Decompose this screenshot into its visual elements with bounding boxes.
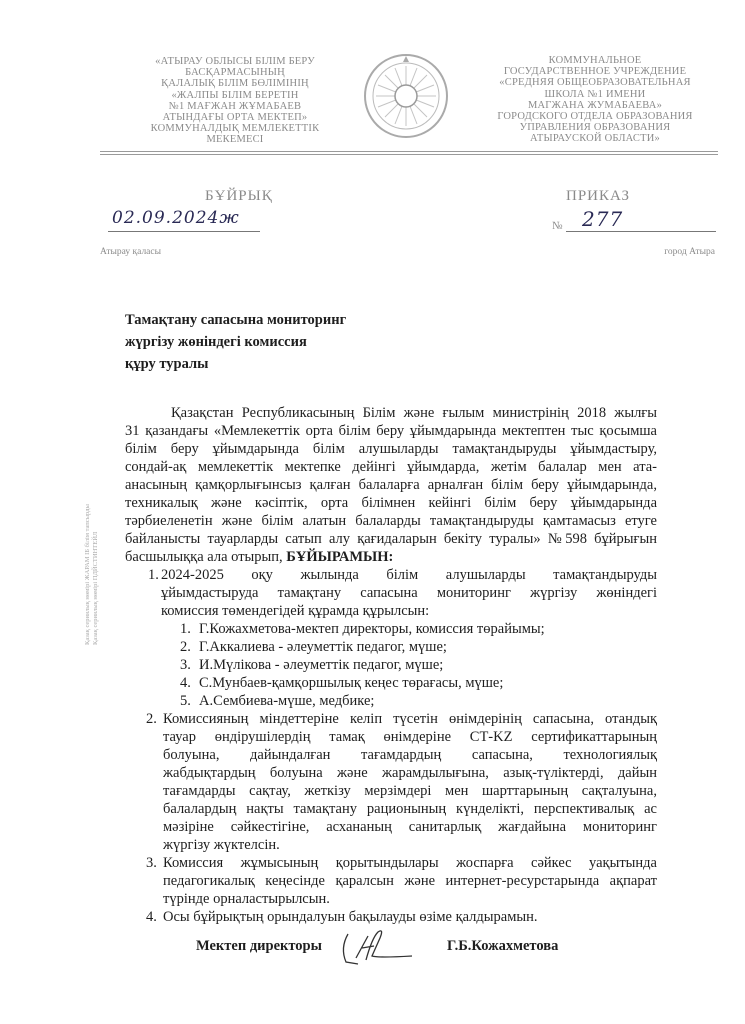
title-line: жүргізу жөніндегі комиссия [125,334,307,350]
header-line: «СРЕДНЯЯ ОБЩЕОБРАЗОВАТЕЛЬНАЯ [499,77,691,89]
header-line: ҚАЛАЛЫҚ БІЛІМ БӨЛІМІНІҢ [161,78,309,90]
commission-members-list [180,620,650,710]
item-line: 2024-2025 оқу жылында білім алушыларды тамақтандыруды [161,567,657,583]
side-stamp-note [84,385,100,645]
order-word: БҰЙЫРАМЫН: [286,549,394,565]
member-text: И.Мүлікова - әлеуметтік педагог, мүше; [199,657,444,673]
member-text: Г.Аккалиева - әлеуметтік педагог, мүше; [199,639,447,655]
item-line: балалардың нақты тамақтану рационының күнделікті, перспективалық ас [163,801,657,817]
document-title [125,309,346,375]
signatory-position: Мектеп директоры [196,938,322,954]
header-line: «ЖАЛПЫ БІЛІМ БЕРЕТІН [171,89,299,101]
member-number: 3. [180,657,191,673]
preamble-line: білім беру ұйымдарында білім алушыларды тамақтандыруды ұйымдастыру, [125,441,657,457]
item-line: Осы бұйрықтың орындалуын бақылауды өзіме қалдырамын. [163,909,538,925]
item-line: Комиссияның міндеттеріне келіп түсетін өнімдерінің сапасына, отандық [163,711,657,727]
member-item [180,620,650,638]
preamble-line: 31 қазандағы «Мемлекеттік орта білім беру ұйымдарында мектептен тыс қосымша [125,423,657,439]
member-item [180,692,650,710]
item-number: 4. [146,909,157,925]
preamble-line: техникалық және кәсіптік, орта білімнен кейінгі білім беру ұйымдарында [125,495,657,511]
header-line: ГОСУДАРСТВЕННОЕ УЧРЕЖДЕНИЕ [503,66,687,78]
side-note-line: Қазақ сериялық нөмірі ЖАРАМ ІБ білім тапсырды [84,504,91,645]
date-underline [108,231,260,232]
title-line: Тамақтану сапасына мониторинг [125,312,347,328]
order-title-ru: ПРИКАЗ [566,188,630,204]
preamble-line [125,548,657,566]
order-date: 02.09.2024ж [112,208,240,228]
header-line: МАГЖАНА ЖУМАБАЕВА» [527,99,663,111]
item-number: 2. [146,711,157,727]
header-line: ШКОЛА №1 ИМЕНИ [544,88,646,100]
item-line: тағамдарды сақтау, жеткізу мерзімдері мен шарттарының сақталуына, [163,783,657,799]
item-number: 1. [148,567,159,583]
item-line: педагогикалық кеңесінде қаралсын және интернет-ресурстарында ақпарат [163,873,657,889]
side-note-line: Қазақ сериялық нөмірі ПДЙСТИНТЕЙЛ [92,531,99,645]
member-item [180,656,650,674]
member-number: 5. [180,693,191,709]
header-line: УПРАВЛЕНИЯ ОБРАЗОВАНИЯ [519,122,671,134]
member-item [180,674,650,692]
header-line: ГОРОДСКОГО ОТДЕЛА ОБРАЗОВАНИЯ [497,111,693,123]
title-line: құру туралы [125,356,209,372]
item-line: жүргізу жүктелсін. [163,837,280,853]
header-line: КОММУНАЛЬНОЕ [548,55,642,66]
header-divider [100,151,718,152]
list-item [161,566,657,620]
header-line: БАСҚАРМАСЫНЫҢ [185,67,285,79]
member-number: 4. [180,675,191,691]
number-prefix: № [552,220,563,232]
item-line: комиссия төмендегідей құрамда құрылсын: [161,603,430,619]
item-line: болуына, дайындалған тағамдардың сапасына, технологиялық [163,747,657,763]
kazakhstan-state-emblem-icon [362,52,450,140]
preamble-line: байланысты тауарларды сатып алу қағидаларын бекіту туралы» №598 бұйрығын [125,531,657,547]
city-ru: город Атыра [664,247,715,257]
preamble-line: анасының қамқорлығынсыз қалған балаларға арналған білім беру ұйымдарында, [125,477,657,493]
item-line: жабдықтардың болуына және жарамдылығына, азық-түліктерді, дайын [163,765,657,781]
order-title-kz: БҰЙРЫҚ [205,188,273,204]
header-kazakh-institution [110,56,360,146]
item-line: тауар өндірушілердің тамақ өнімдеріне СТ-KZ сертификаттарының [163,729,657,745]
handwritten-signature-icon [338,926,418,970]
city-kz: Атырау қаласы [100,247,162,257]
header-russian-institution [470,55,720,145]
preamble-paragraph [125,404,657,566]
item-number: 3. [146,855,157,871]
member-number: 1. [180,621,191,637]
header-line: МЕКЕМЕСІ [206,134,264,146]
header-line: АТЫРАУСКОЙ ОБЛАСТИ» [530,133,660,145]
list-item [163,908,657,926]
item-line: ұйымдастыруда тамақтану сапасына мониторинг жүргізу жөніндегі [161,585,657,601]
signatory-name: Г.Б.Кожахметова [447,938,559,954]
member-item [180,638,650,656]
number-underline [566,231,716,232]
item-line: Комиссия жұмысының қорытындылары жоспарға сәйкес уақытында [163,855,657,871]
preamble-line: тәрбиеленетін және білім алатын балаларды тамақтандыруды қамтамасыз етуге [125,513,657,529]
list-item [163,854,657,908]
member-text: С.Мунбаев-қамқоршылық кеңес төрағасы, мүше; [199,675,504,691]
header-divider [100,154,718,155]
item-line: мәзіріне сәйкестігіне, асхананың санитарлық жағдайына мониторинг [163,819,657,835]
order-number: 277 [582,207,624,231]
member-text: Г.Кожахметова-мектеп директоры, комиссия төрайымы; [199,621,545,637]
header-line: №1 МАҒЖАН ЖҰМАБАЕВ [168,100,302,112]
list-item [163,710,657,854]
header-line: КОММУНАЛДЫҚ МЕМЛЕКЕТТІК [150,123,320,135]
preamble-line: сондай-ақ мемлекеттік мектепке дейінгі ұйымдарда, жетім балалар мен ата- [125,459,657,475]
header-line: «АТЫРАУ ОБЛЫСЫ БІЛІМ БЕРУ [155,56,315,67]
preamble-line: Қазақстан Республикасының Білім және ғылым министрінің 2018 жылғы [171,405,657,421]
item-line: түрінде орналастырылсын. [163,891,330,907]
preamble-last-text: басшылыққа ала отырып, [125,549,287,565]
header-line: АТЫНДАҒЫ ОРТА МЕКТЕП» [162,112,308,124]
member-text: А.Сембиева-мүше, медбике; [199,693,375,709]
member-number: 2. [180,639,191,655]
